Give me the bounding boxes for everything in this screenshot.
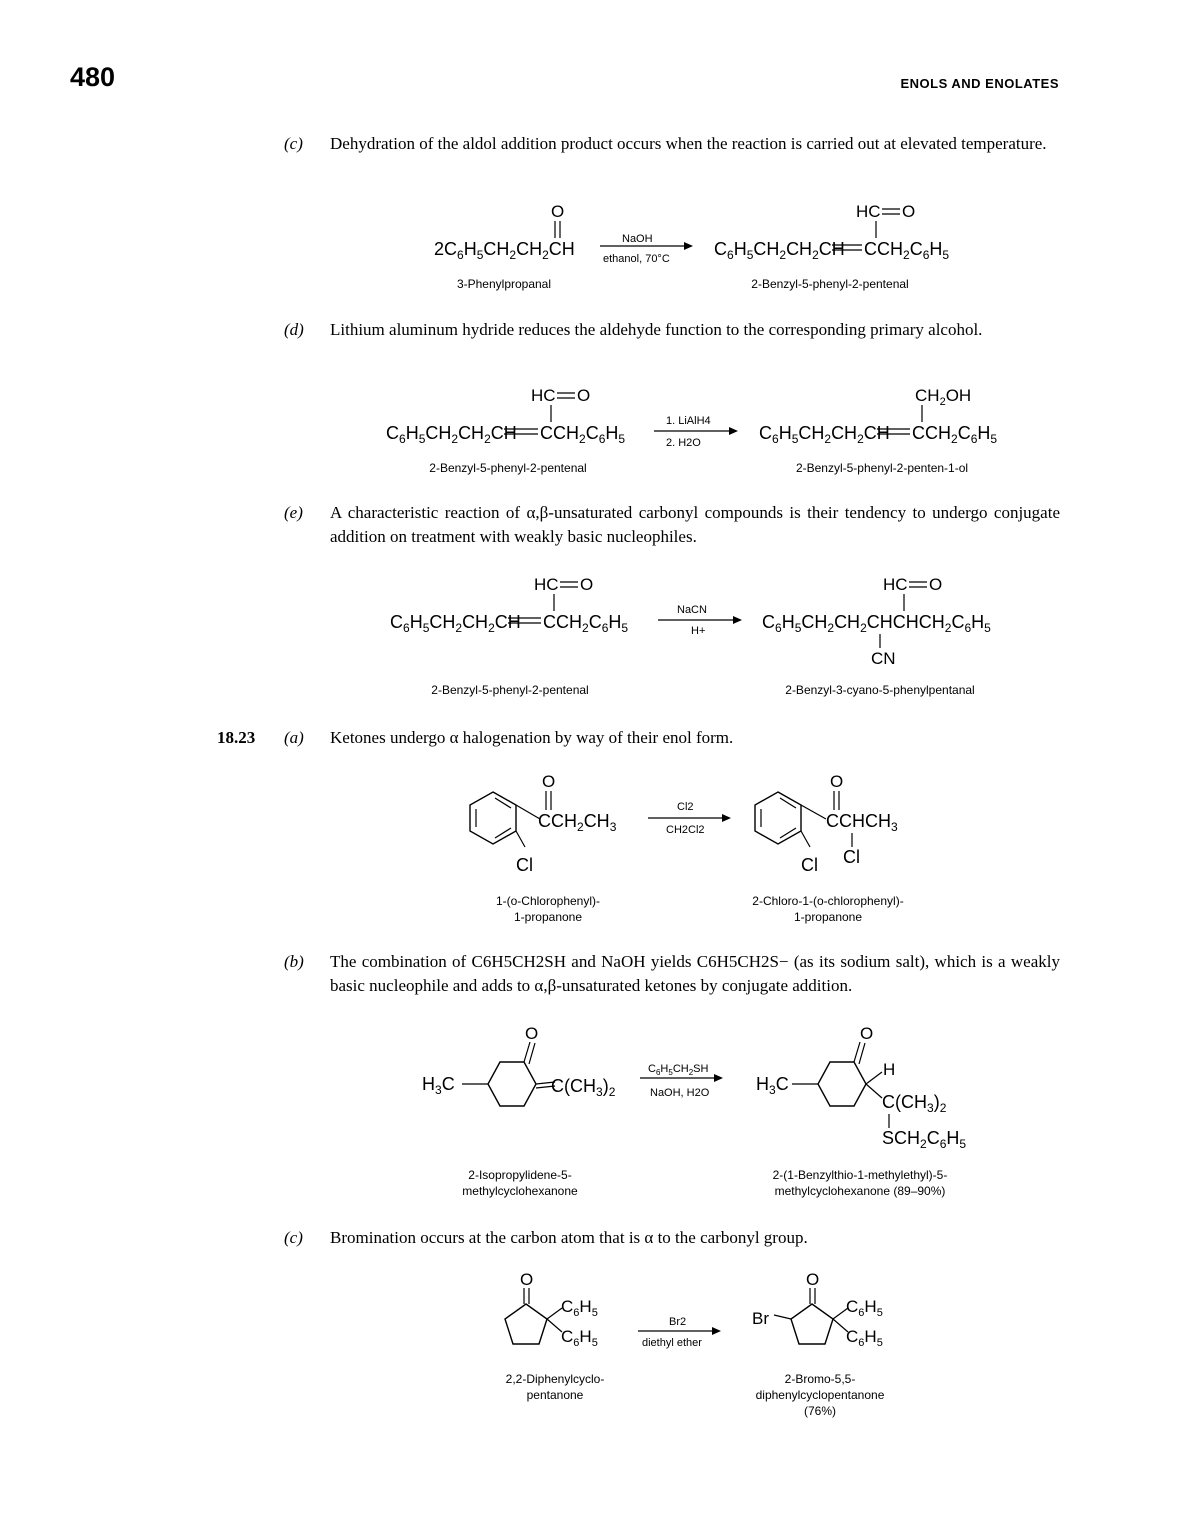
reaction-condition: diethyl ether [642,1337,702,1349]
part-c2-text: Bromination occurs at the carbon atom that is α to the carbonyl group. [330,1228,808,1247]
svg-text:O: O [929,575,943,594]
svg-text:HC: HC [531,386,556,405]
product-caption: 2-(1-Benzylthio-1-methylethyl)-5- methylcyclohexanone (89–90%) [772,1168,948,1198]
svg-text:H3C: $H_3C$ [756,1074,789,1097]
reaction-a-halogenation [0,765,1200,885]
svg-text:CH2OH: $CH_2OH$ [915,386,972,408]
cyclopentane-ring [505,1304,547,1344]
svg-text:CCH2C6H5: $CCH_2C_6H_5$ [864,239,950,262]
reaction-condition: H+ [691,625,706,637]
svg-text:H3C: $H_3C$ [422,1074,455,1097]
svg-text:C(CH3)2: $C(CH_3)_2$ [882,1092,947,1115]
reactant-formula: $C_6H_5CH_2CH_2CH$ [386,423,517,446]
svg-text:O: O [525,1024,539,1043]
product-formula: $C_6H_5CH_2CH_2CH$ [759,423,890,446]
reactant-caption: 2-Benzyl-5-phenyl-2-pentenal [431,683,589,697]
svg-text:O: O [902,202,916,221]
part-b-text: The combination of C6H5CH2SH and NaOH yields C6H5CH2S− (as its sodium salt), which is a weakly basic nucleophile and adds to α,β-unsaturated ketones by conjugate addition. [330,952,1060,995]
svg-text:O: O [806,1270,820,1289]
page-number: 480 [70,62,116,92]
part-e-label: (e) [284,503,303,522]
svg-text:CCH2C6H5: $CCH_2C_6H_5$ [540,423,626,446]
problem-number: 18.23 [217,728,256,747]
running-header: ENOLS AND ENOLATES [900,76,1059,91]
reactant-caption: 3-Phenylpropanal [456,277,552,291]
product-caption: 2-Bromo-5,5- diphenylcyclopentanone (76%) [755,1372,885,1418]
reaction-c-aldol [0,190,1200,300]
reactant-formula: $C_6H_5CH_2CH_2CH$ [390,612,521,635]
part-b-label: (b) [284,952,304,971]
part-d-label: (d) [284,320,304,339]
reaction-reagent: Br2 [669,1316,687,1328]
svg-text:Cl: Cl [843,847,860,867]
benzene-ring [755,792,801,844]
svg-text:HC: HC [883,575,908,594]
cyclopentane-ring [791,1304,833,1344]
reaction-b-thiol-addition [0,1020,1200,1160]
svg-text:C(CH3)2: $C(CH_3)_2$ [551,1076,616,1099]
svg-text:C6H5: $C_6H_5$ [846,1297,883,1319]
svg-text:CCHCH3: $CCHCH_3$ [826,811,898,834]
svg-text:CCH2C6H5: $CCH_2C_6H_5$ [543,612,629,635]
part-c-text: Dehydration of the aldol addition product occurs when the reaction is carried out at elevated temperature. [330,134,1047,153]
svg-text:C6H5: $C_6H_5$ [846,1327,883,1349]
carbonyl-o: O [551,202,565,221]
part-d-text: Lithium aluminum hydride reduces the aldehyde function to the corresponding primary alcohol. [330,320,983,339]
product-formula: $C_6H_5CH_2CH_2CHCHCH_2C_6H_5$ [762,612,991,635]
reactant-caption: 2,2-Diphenylcyclo- pentanone [505,1372,605,1402]
reaction-reagent: Cl2 [677,801,694,813]
svg-text:CN: CN [871,649,896,668]
reaction-reagent: $C_6H_5CH_2SH$ [648,1063,709,1077]
svg-text:C6H5: $C_6H_5$ [561,1297,598,1319]
svg-text:Cl: Cl [516,855,533,875]
svg-text:O: O [860,1024,874,1043]
cyclohexane-ring [818,1062,866,1106]
svg-text:Br: Br [752,1309,769,1328]
svg-text:CCH2CH3: $CCH_2CH_3$ [538,811,617,834]
svg-text:HC: HC [856,202,881,221]
part-c2-label: (c) [284,1228,303,1247]
reaction-reagent: 1. LiAlH4 [666,415,711,427]
svg-text:CCH2C6H5: $CCH_2C_6H_5$ [912,423,998,446]
svg-text:H: H [883,1060,896,1079]
part-a-text: Ketones undergo α halogenation by way of their enol form. [330,728,734,747]
reaction-e-conjugate-addition [0,570,1200,680]
reactant-caption: 2-Benzyl-5-phenyl-2-pentenal [429,461,587,475]
reactant-caption: 2-Isopropylidene-5- methylcyclohexanone [462,1168,578,1198]
product-caption: 2-Chloro-1-(o-chlorophenyl)- 1-propanone [752,894,904,924]
svg-text:Cl: Cl [801,855,818,875]
product-caption: 2-Benzyl-5-phenyl-2-pentenal [751,277,909,291]
cyclohexane-ring [488,1062,536,1106]
svg-text:O: O [542,772,556,791]
svg-text:SCH2C6H5: $SCH_2C_6H_5$ [882,1128,967,1151]
reaction-condition: CH2Cl2 [666,824,705,836]
reaction-condition: ethanol, 70°C [603,253,670,265]
reaction-c2-bromination [0,1268,1200,1368]
svg-text:C6H5: $C_6H_5$ [561,1327,598,1349]
part-c-label: (c) [284,134,303,153]
reaction-reagent: NaCN [677,604,707,616]
svg-text:HC: HC [534,575,559,594]
benzene-ring [470,792,516,844]
part-a-label: (a) [284,728,304,747]
part-e-text: A characteristic reaction of α,β-unsaturated carbonyl compounds is their tendency to undergo conjugate addition on treatment with weakly basic nucleophiles. [330,503,1060,546]
reactant-formula: $2C_6H_5CH_2CH_2CH$ [434,239,575,262]
svg-text:O: O [577,386,591,405]
svg-text:O: O [830,772,844,791]
reaction-d-reduction [0,380,1200,460]
reactant-caption: 1-(o-Chlorophenyl)- 1-propanone [495,894,601,924]
svg-text:O: O [580,575,594,594]
svg-text:O: O [520,1270,534,1289]
reaction-condition: NaOH, H2O [650,1087,710,1099]
product-formula: $C_6H_5CH_2CH_2CH$ [714,239,845,262]
reaction-condition: 2. H2O [666,437,701,449]
product-caption: 2-Benzyl-3-cyano-5-phenylpentanal [785,683,975,697]
reaction-reagent: NaOH [622,233,653,245]
product-caption: 2-Benzyl-5-phenyl-2-penten-1-ol [795,461,969,475]
